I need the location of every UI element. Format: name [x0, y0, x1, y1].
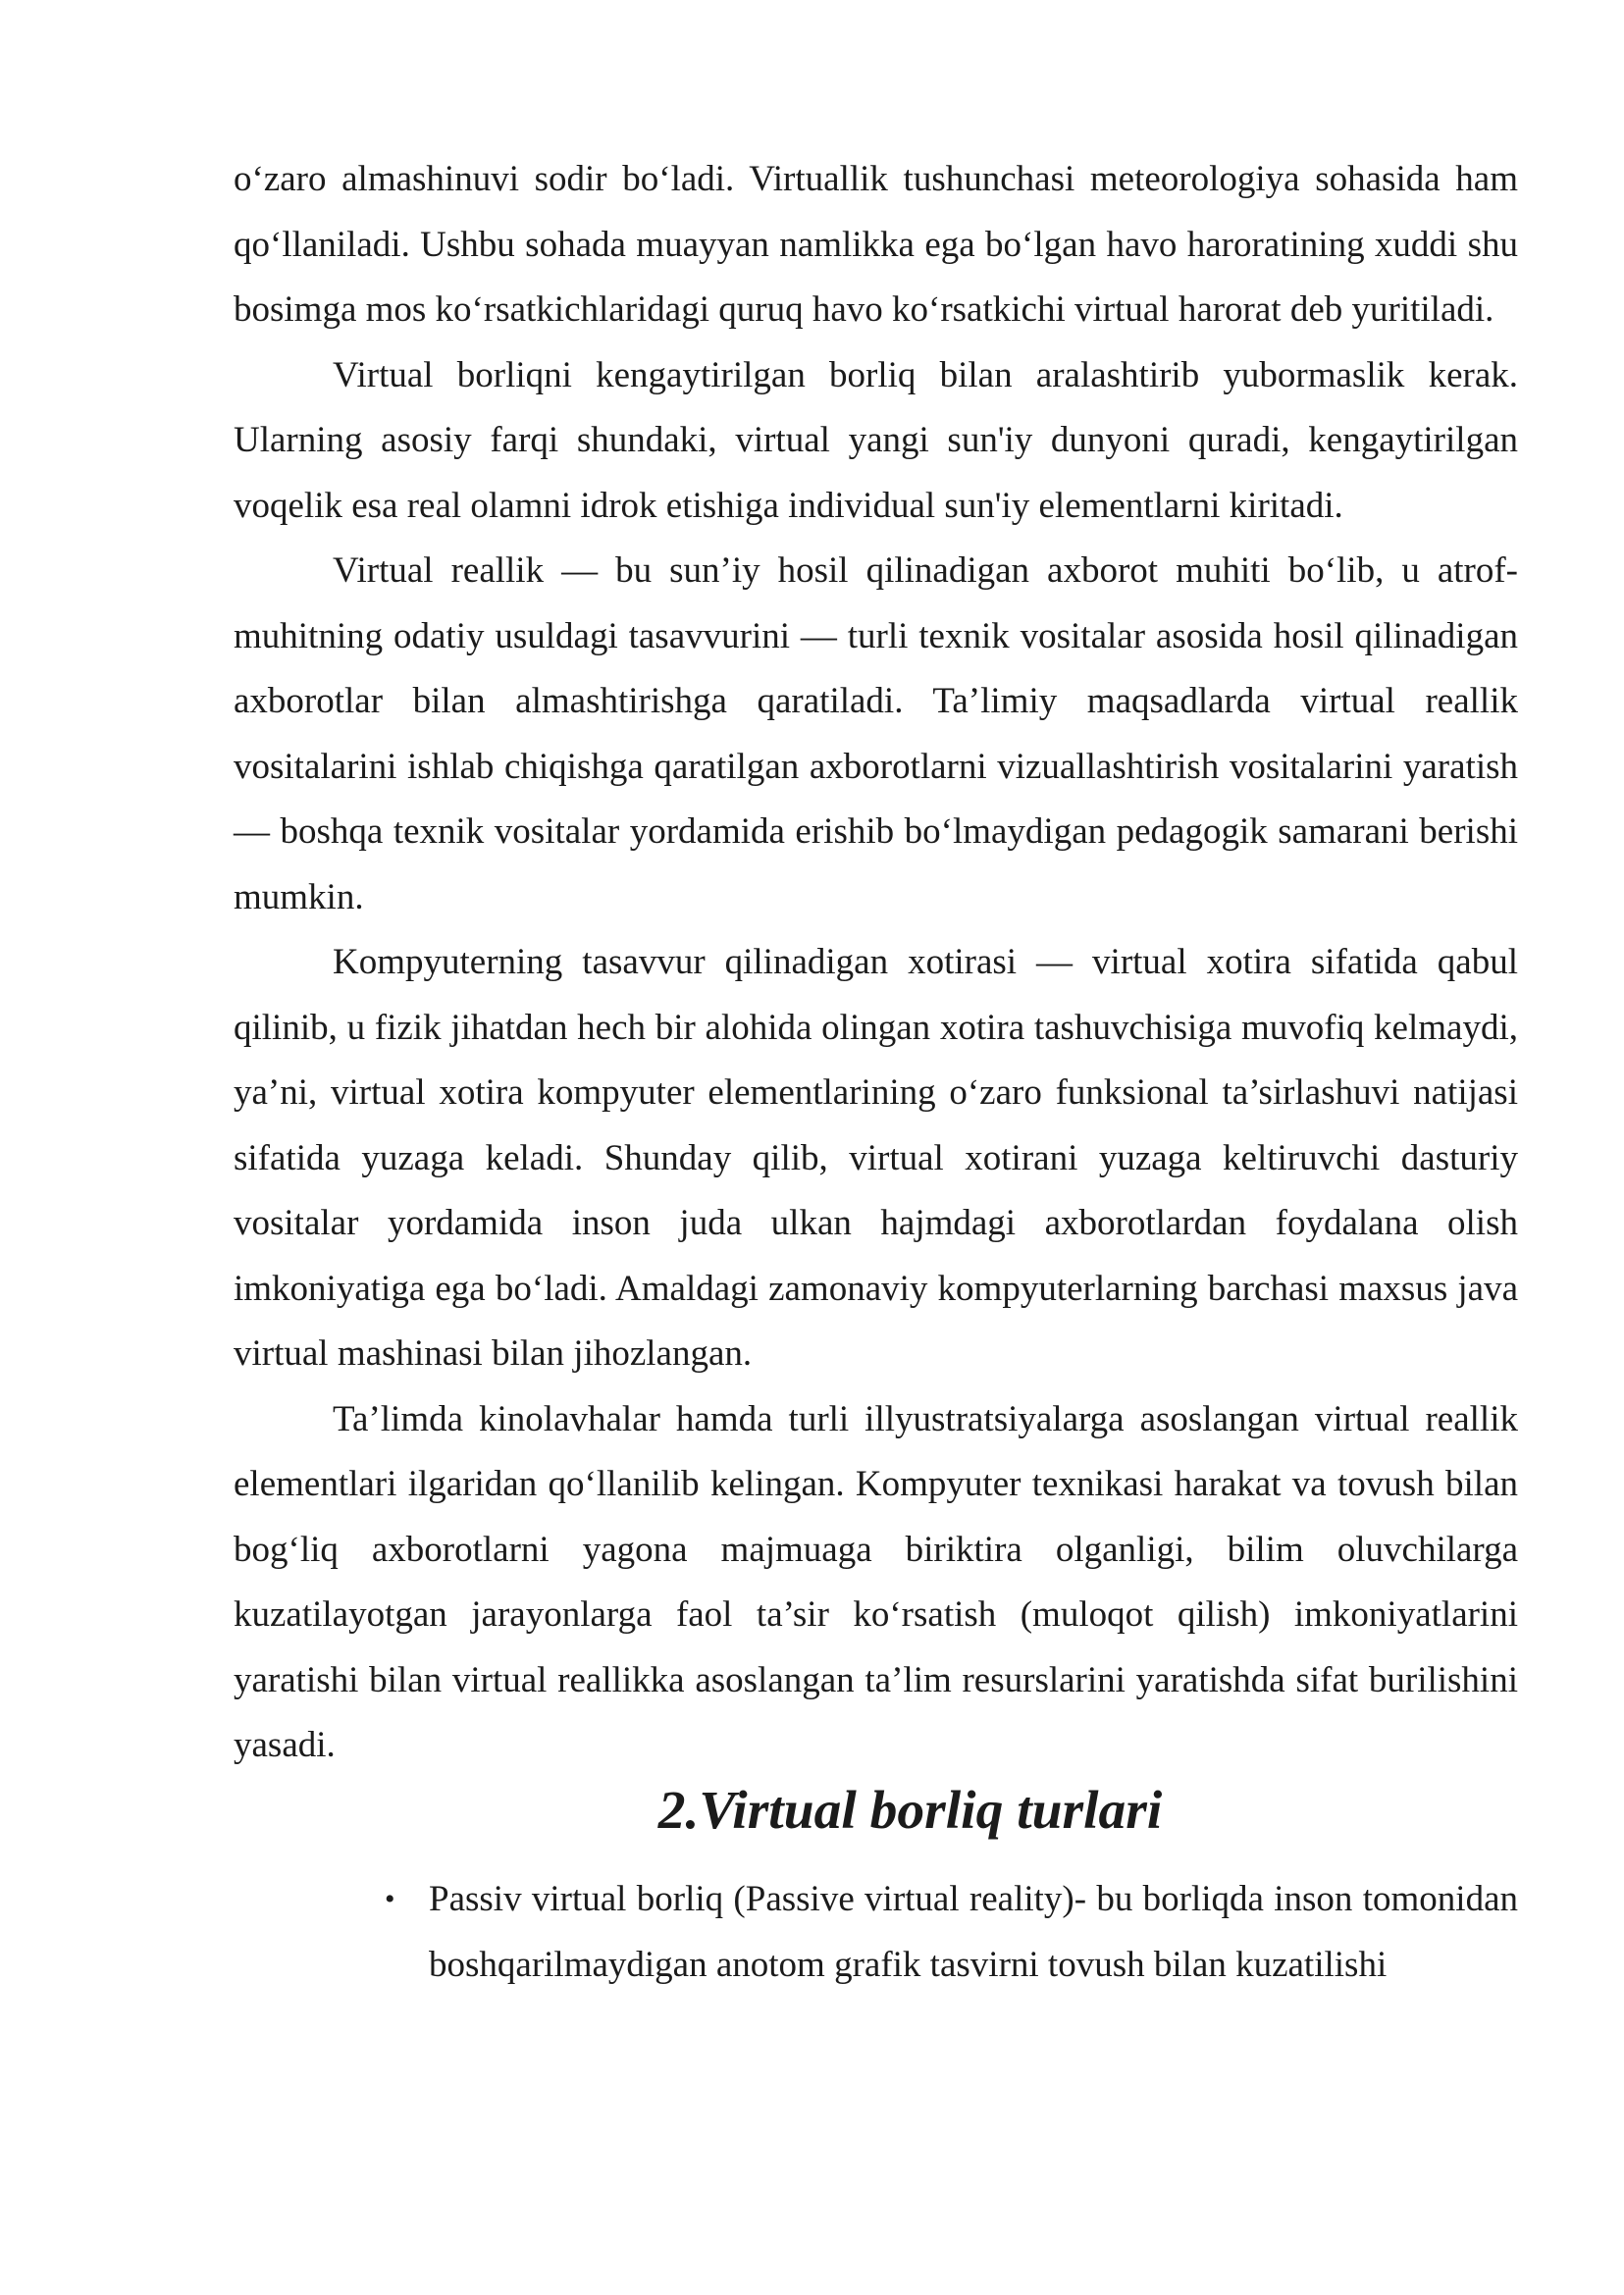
list-item	[385, 1867, 1518, 1998]
paragraph-1: o‘zaro almashinuvi sodir bo‘ladi. Virtuallik tushunchasi meteorologiya sohasida ham qo‘llaniladi. Ushbu sohada muayyan namlikka ega bo‘lgan havo haroratining xuddi shu bosimga mos ko‘rsatkichlaridagi quruq havo ko‘rsatkichi virtual harorat deb yuritiladi.	[234, 159, 1518, 330]
document-page	[234, 147, 1518, 1998]
section-heading: 2.Virtual borliq turlari	[657, 1780, 1163, 1841]
paragraph-5: Ta’limda kinolavhalar hamda turli illyustratsiyalarga asoslangan virtual reallik elementlari ilgaridan qo‘llanilib kelingan. Kompyuter texnikasi harakat va tovush bilan bog‘liq axborotlarni yagona majmuaga biriktira olganligi, bilim oluvchilarga kuzatilayotgan jarayonlarga faol ta’sir ko‘rsatish (muloqot qilish) imkoniyatlarini yaratishi bilan virtual reallikka asoslangan ta’lim resurslarini yaratishda sifat burilishini yasadi.	[234, 1398, 1518, 1765]
paragraph-3: Virtual reallik — bu sun’iy hosil qilinadigan axborot muhiti bo‘lib, u atrof-muhitning odatiy usuldagi tasavvurini — turli texnik vositalar asosida hosil qilinadigan axborotlar bilan almashtirishga qaratiladi. Ta’limiy maqsadlarda virtual reallik vositalarini ishlab chiqishga qaratilgan axborotlarni vizuallashtirish vositalarini yaratish — boshqa texnik vositalar yordamida erishib bo‘lmaydigan pedagogik samarani berishi mumkin.	[234, 550, 1518, 917]
bullet-list	[234, 1867, 1518, 1998]
bullet-text: Passiv virtual borliq (Passive virtual reality)- bu borliqda inson tomonidan boshqarilmaydigan anotom grafik tasvirni tovush bilan kuzatilishi	[429, 1879, 1518, 1985]
paragraph-2: Virtual borliqni kengaytirilgan borliq bilan aralashtirib yubormaslik kerak. Ularning asosiy farqi shundaki, virtual yangi sun'iy dunyoni quradi, kengaytirilgan voqelik esa real olamni idrok etishiga individual sun'iy elementlarni kiritadi.	[234, 354, 1518, 526]
bullet-icon: •	[385, 1883, 395, 1915]
paragraph-4: Kompyuterning tasavvur qilinadigan xotirasi — virtual xotira sifatida qabul qilinib, u fizik jihatdan hech bir alohida olingan xotira tashuvchisiga muvofiq kelmaydi, ya’ni, virtual xotira kompyuter elementlarining o‘zaro funksional ta’sirlashuvi natijasi sifatida yuzaga keladi. Shunday qilib, virtual xotirani yuzaga keltiruvchi dasturiy vositalar yordamida inson juda ulkan hajmdagi axborotlardan foydalana olish imkoniyatiga ega bo‘ladi. Amaldagi zamonaviy kompyuterlarning barchasi maxsus java virtual mashinasi bilan jihozlangan.	[234, 942, 1518, 1374]
